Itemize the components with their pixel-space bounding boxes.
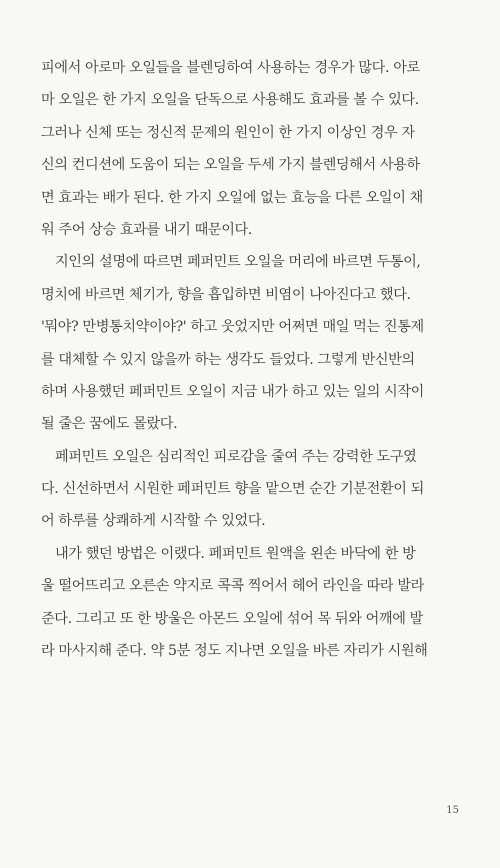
text-line: 준다. 그리고 또 한 방울은 아몬드 오일에 섞어 목 뒤와 어깨에 발 [41, 610, 423, 627]
text-line: '뭐야? 만병통치약이야?' 하고 웃었지만 어쩌면 매일 먹는 진통제 [41, 319, 424, 336]
text-line: 신의 컨디션에 도움이 되는 오일을 두세 가지 블렌딩해서 사용하 [41, 157, 420, 174]
text-line: 명치에 바르면 체기가, 향을 흡입하면 비염이 나아진다고 했다. [41, 286, 411, 303]
text-line: 면 효과는 배가 된다. 한 가지 오일에 없는 효능을 다른 오일이 채 [41, 189, 423, 206]
text-line: 마 오일은 한 가지 오일을 단독으로 사용해도 효과를 볼 수 있다. [41, 92, 419, 109]
text-line: 피에서 아로마 오일들을 블렌딩하여 사용하는 경우가 많다. 아로 [41, 60, 420, 76]
text-line: 어 하루를 상쾌하게 시작할 수 있었다. [41, 513, 266, 530]
text-line: 그러나 신체 또는 정신적 문제의 원인이 한 가지 이상인 경우 자 [41, 124, 415, 141]
text-line: 라 마사지해 준다. 약 5분 정도 지나면 오일을 바른 자리가 시원해 [41, 643, 428, 660]
text-line: 울 떨어뜨리고 오른손 약지로 콕콕 찍어서 헤어 라인을 따라 발라 [41, 578, 424, 595]
body-text [41, 52, 459, 667]
page-number: 15 [446, 805, 459, 816]
text-line: 하며 사용했던 페퍼민트 오일이 지금 내가 하고 있는 일의 시작이 [41, 383, 424, 400]
text-line: 될 줄은 꿈에도 몰랐다. [41, 416, 178, 433]
text-line: 를 대체할 수 있지 않을까 하는 생각도 들었다. 그렇게 반신반의 [41, 351, 415, 368]
text-line: 페퍼민트 오일은 심리적인 피로감을 줄여 주는 강력한 도구였 [55, 448, 417, 465]
text-line: 워 주어 상승 효과를 내기 때문이다. [41, 221, 252, 238]
text-line: 내가 했던 방법은 이랬다. 페퍼민트 원액을 왼손 바닥에 한 방 [55, 545, 416, 562]
text-line: 지인의 설명에 따르면 페퍼민트 오일을 머리에 바르면 두통이, [55, 254, 421, 271]
text-line: 다. 신선하면서 시원한 페퍼민트 향을 맡으면 순간 기분전환이 되 [41, 481, 424, 498]
